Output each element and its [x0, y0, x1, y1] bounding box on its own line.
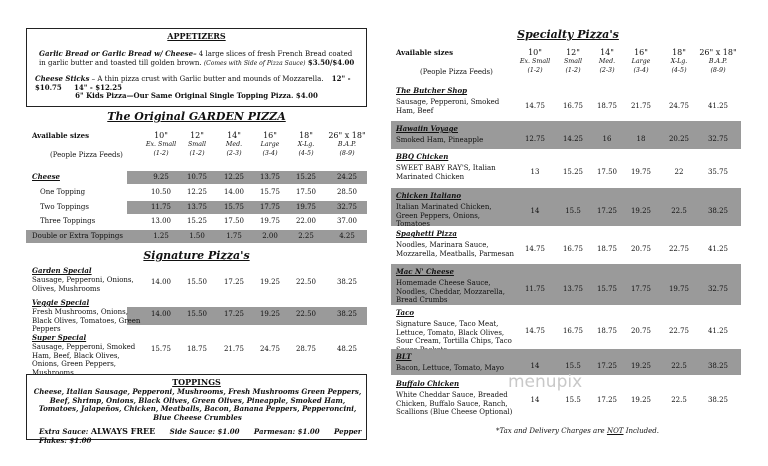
- price-cell: 24.75: [668, 102, 690, 110]
- item-desc: Sausage, Pepperoni, Smoked Ham, Beef, Black Olives, Onions, Green Peppers, Mushrooms: [32, 343, 136, 377]
- item-name: Veggie Special: [32, 298, 90, 307]
- price-cell: 15.5: [565, 362, 581, 370]
- appetizers-title: APPETIZERS: [167, 31, 226, 41]
- appetizers-box: [26, 28, 367, 107]
- size-name: Ex. Small: [519, 58, 551, 65]
- item-name: BLT: [396, 352, 412, 361]
- item-name: Super Special: [32, 333, 87, 342]
- price-cell: 14.25: [562, 135, 584, 143]
- price-cell: 22.50: [295, 278, 317, 286]
- item-desc: Signature Sauce, Taco Meat, Lettuce, Tomato, Black Olives, Sour Cream, Tortilla Chips, Taco: [396, 320, 512, 345]
- sauce-line: Extra Sauce: ALWAYS FREE Side Sauce: $1.00 Parmesan: $1.00 Pepper Flakes: $1.00: [39, 426, 362, 445]
- row-label: Two Toppings: [40, 203, 89, 211]
- item-desc: Sausage, Pepperoni, Onions, Olives, Mushrooms: [32, 276, 134, 293]
- size-feeds: (1-2): [189, 150, 205, 157]
- price-cell: 16.75: [562, 327, 584, 335]
- price-cell: 38.25: [707, 396, 729, 404]
- size-inch: 16": [263, 131, 277, 140]
- price-cell: 22.5: [671, 362, 687, 370]
- price-cell: 24.25: [336, 173, 358, 181]
- signature-title: Signature Pizza's: [143, 249, 250, 262]
- price-cell: 14.00: [150, 278, 172, 286]
- price-cell: 18.75: [596, 327, 618, 335]
- price-cell: 38.25: [336, 278, 358, 286]
- size-name: Med.: [598, 58, 616, 65]
- price-cell: 12.75: [524, 135, 546, 143]
- price-cell: 41.25: [707, 245, 729, 253]
- specialty-available-sizes: Available sizes: [396, 48, 454, 57]
- footnote: *Tax and Delivery Charges are NOT Included.: [496, 427, 659, 435]
- price-cell: 32.75: [336, 203, 358, 211]
- item-desc: Fresh Mushrooms, Onions, Black Olives, Tomatoes, Green Peppers: [32, 308, 141, 333]
- price-cell: 22: [674, 168, 684, 176]
- price-cell: 32.75: [707, 135, 729, 143]
- price-cell: 17.25: [596, 396, 618, 404]
- price-cell: 17.25: [596, 362, 618, 370]
- size-feeds: (1-2): [527, 67, 543, 74]
- garden-available-sizes: Available sizes: [32, 131, 90, 140]
- price-cell: 15.5: [565, 396, 581, 404]
- price-cell: 19.75: [668, 285, 690, 293]
- price-cell: 17.75: [630, 285, 652, 293]
- price-cell: 1.25: [153, 232, 169, 240]
- price-cell: 22.75: [668, 245, 690, 253]
- item-name: Garden Special: [32, 266, 92, 275]
- size-name: Ex. Small: [145, 141, 177, 148]
- price-cell: 15.25: [186, 217, 208, 225]
- price-cell: 15.75: [596, 285, 618, 293]
- size-name: Med.: [225, 141, 243, 148]
- price-cell: 38.25: [707, 362, 729, 370]
- price-cell: 4.25: [339, 232, 355, 240]
- price-cell: 16: [602, 135, 612, 143]
- price-cell: 17.50: [596, 168, 618, 176]
- size-feeds: (2-3): [599, 67, 615, 74]
- price-cell: 28.50: [336, 188, 358, 196]
- size-feeds: (3-4): [262, 150, 278, 157]
- size-name: Large: [260, 141, 280, 148]
- cheese-sticks-item: Cheese Sticks – A thin pizza crust with Garlic butter and mounds of Mozzarella. 12" - $10.75 14" - $12.25: [35, 74, 351, 92]
- price-cell: 17.50: [295, 188, 317, 196]
- price-cell: 16.75: [562, 102, 584, 110]
- price-cell: 16.75: [562, 245, 584, 253]
- item-desc: White Cheddar Sauce, Breaded Chicken, Buffalo Sauce, Ranch, Scallions (Blue Cheese Optional): [396, 391, 513, 416]
- price-cell: 22.00: [295, 217, 317, 225]
- price-cell: 9.25: [153, 173, 169, 181]
- toppings-box: [26, 374, 367, 445]
- item-desc: Bacon, Lettuce, Tomato, Mayo: [396, 364, 504, 372]
- price-cell: 14.75: [524, 245, 546, 253]
- price-cell: 38.25: [336, 310, 358, 318]
- price-cell: 15.75: [150, 345, 172, 353]
- size-name: Small: [563, 58, 583, 65]
- item-name: Mac N' Cheese: [396, 267, 454, 276]
- size-feeds: (4-5): [671, 67, 687, 74]
- price-cell: 12.25: [186, 188, 208, 196]
- size-name: X-Lg.: [670, 58, 688, 65]
- price-cell: 17.25: [223, 278, 245, 286]
- price-cell: 22.5: [671, 396, 687, 404]
- price-cell: 38.25: [707, 207, 729, 215]
- price-cell: 20.75: [630, 245, 652, 253]
- price-cell: 14: [530, 207, 540, 215]
- item-name: Buffalo Chicken: [396, 379, 460, 388]
- price-cell: 15.75: [259, 188, 281, 196]
- size-inch: 16": [634, 48, 648, 57]
- price-cell: 22.5: [671, 207, 687, 215]
- item-name: BBQ Chicken: [396, 152, 449, 161]
- price-cell: 15.25: [562, 168, 584, 176]
- price-cell: 19.75: [295, 203, 317, 211]
- price-cell: 15.50: [186, 278, 208, 286]
- size-feeds: (4-5): [298, 150, 314, 157]
- item-desc: Italian Marinated Chicken, Green Peppers, Onions, Tomatoes: [396, 203, 492, 228]
- size-inch: 10": [154, 131, 168, 140]
- item-name: Spaghetti Pizza: [396, 229, 457, 238]
- price-cell: 1.50: [189, 232, 205, 240]
- item-desc: Smoked Ham, Pineapple: [396, 136, 484, 144]
- price-cell: 13.75: [186, 203, 208, 211]
- size-inch: 10": [528, 48, 542, 57]
- price-cell: 15.5: [565, 207, 581, 215]
- price-cell: 48.25: [336, 345, 358, 353]
- price-cell: 1.75: [226, 232, 242, 240]
- price-cell: 22.75: [668, 327, 690, 335]
- size-feeds: (8-9): [710, 67, 726, 74]
- size-feeds: (1-2): [565, 67, 581, 74]
- size-feeds: (2-3): [226, 150, 242, 157]
- size-name: X-Lg.: [297, 141, 315, 148]
- price-cell: 19.25: [630, 207, 652, 215]
- size-inch: 14": [600, 48, 614, 57]
- price-cell: 15.25: [295, 173, 317, 181]
- price-cell: 15.50: [186, 310, 208, 318]
- price-cell: 32.75: [707, 285, 729, 293]
- price-cell: 21.75: [630, 102, 652, 110]
- price-cell: 21.75: [223, 345, 245, 353]
- price-cell: 19.25: [259, 278, 281, 286]
- price-cell: 18: [636, 135, 646, 143]
- size-inch: 14": [227, 131, 241, 140]
- price-cell: 12.25: [223, 173, 245, 181]
- size-feeds: (8-9): [339, 150, 355, 157]
- price-cell: 41.25: [707, 102, 729, 110]
- price-cell: 14.75: [524, 327, 546, 335]
- price-cell: 15.75: [223, 203, 245, 211]
- price-cell: 19.75: [259, 217, 281, 225]
- row-label: Cheese: [32, 172, 60, 181]
- price-cell: 13: [530, 168, 540, 176]
- size-inch: 26" x 18": [328, 131, 366, 140]
- size-name: Large: [631, 58, 651, 65]
- garlic-bread-item: Garlic Bread or Garlic Bread w/ Cheese– 4 large slices of fresh French Bread coated in garlic butter and toasted till golden brown. (Comes with Side of Pizza Sauce) $3.50/$4.00: [39, 49, 355, 67]
- size-name: Small: [187, 141, 207, 148]
- size-feeds: (3-4): [633, 67, 649, 74]
- price-cell: 14.00: [150, 310, 172, 318]
- price-cell: 19.25: [259, 310, 281, 318]
- size-inch: 18": [299, 131, 313, 140]
- row-label: One Topping: [40, 188, 86, 196]
- item-desc: Noodles, Marinara Sauce, Mozzarella, Meatballs, Parmesan: [396, 241, 514, 258]
- garden-title: The Original GARDEN PIZZA: [107, 110, 286, 123]
- item-name: Taco: [396, 308, 415, 317]
- price-cell: 14: [530, 396, 540, 404]
- toppings-title: TOPPINGS: [172, 377, 221, 387]
- garden-people-feeds: (People Pizza Feeds): [50, 151, 123, 159]
- item-name: Chicken Italiano: [396, 191, 462, 200]
- price-cell: 17.50: [223, 217, 245, 225]
- price-cell: 17.75: [259, 203, 281, 211]
- size-feeds: (1-2): [153, 150, 169, 157]
- price-cell: 2.25: [298, 232, 314, 240]
- price-cell: 13.75: [259, 173, 281, 181]
- price-cell: 17.25: [223, 310, 245, 318]
- price-cell: 11.75: [524, 285, 546, 293]
- price-cell: 10.50: [150, 188, 172, 196]
- menupix-watermark: menupix: [508, 372, 583, 392]
- price-cell: 13.75: [562, 285, 584, 293]
- item-desc: SWEET BABY RAY'S, Italian Marinated Chicken: [396, 164, 496, 181]
- price-cell: 24.75: [259, 345, 281, 353]
- price-cell: 41.25: [707, 327, 729, 335]
- price-cell: 37.00: [336, 217, 358, 225]
- price-cell: 35.75: [707, 168, 729, 176]
- size-inch: 12": [566, 48, 580, 57]
- price-cell: 18.75: [596, 245, 618, 253]
- item-name: The Butcher Shop: [396, 86, 468, 95]
- price-cell: 14: [530, 362, 540, 370]
- row-label: Double or Extra Toppings: [32, 232, 123, 240]
- row-label: Three Toppings: [40, 217, 96, 225]
- price-cell: 18.75: [186, 345, 208, 353]
- specialty-people-feeds: (People Pizza Feeds): [420, 68, 493, 76]
- price-cell: 14.00: [223, 188, 245, 196]
- item-desc: Sausage, Pepperoni, Smoked Ham, Beef: [396, 98, 500, 115]
- price-cell: 17.25: [596, 207, 618, 215]
- item-name: Hawaiin Voyage: [396, 124, 458, 133]
- price-cell: 13.00: [150, 217, 172, 225]
- size-inch: 18": [672, 48, 686, 57]
- price-cell: 20.75: [630, 327, 652, 335]
- price-cell: 11.75: [150, 203, 172, 211]
- price-cell: 28.75: [295, 345, 317, 353]
- price-cell: 18.75: [596, 102, 618, 110]
- kids-pizza-item: 6" Kids Pizza—Our Same Original Single Topping Pizza. $4.00: [75, 91, 318, 100]
- size-inch: 26" x 18": [699, 48, 737, 57]
- price-cell: 19.25: [630, 396, 652, 404]
- price-cell: 2.00: [262, 232, 278, 240]
- specialty-title: Specialty Pizza's: [517, 28, 619, 41]
- size-name: B.A.P.: [337, 141, 357, 148]
- price-cell: 19.25: [630, 362, 652, 370]
- size-inch: 12": [190, 131, 204, 140]
- price-cell: 14.75: [524, 102, 546, 110]
- price-cell: 22.50: [295, 310, 317, 318]
- price-cell: 20.25: [668, 135, 690, 143]
- toppings-list: Cheese, Italian Sausage, Pepperoni, Mushrooms, Fresh Mushrooms Green Peppers, Beef, Shrimp, Onions, Black Olives, Green Olives, Pineapple, Smoked Ham, Tomatoes, Jalapeños, Chicken, Meatballs, Bacon, Banana Peppers, Pepperoncini, Blue Cheese Crumbles: [33, 387, 362, 422]
- price-cell: 10.75: [186, 173, 208, 181]
- item-desc: Homemade Cheese Sauce, Noodles, Cheddar, Mozzarella, Bread Crumbs: [396, 279, 505, 304]
- price-cell: 19.75: [630, 168, 652, 176]
- size-name: B.A.P.: [708, 58, 728, 65]
